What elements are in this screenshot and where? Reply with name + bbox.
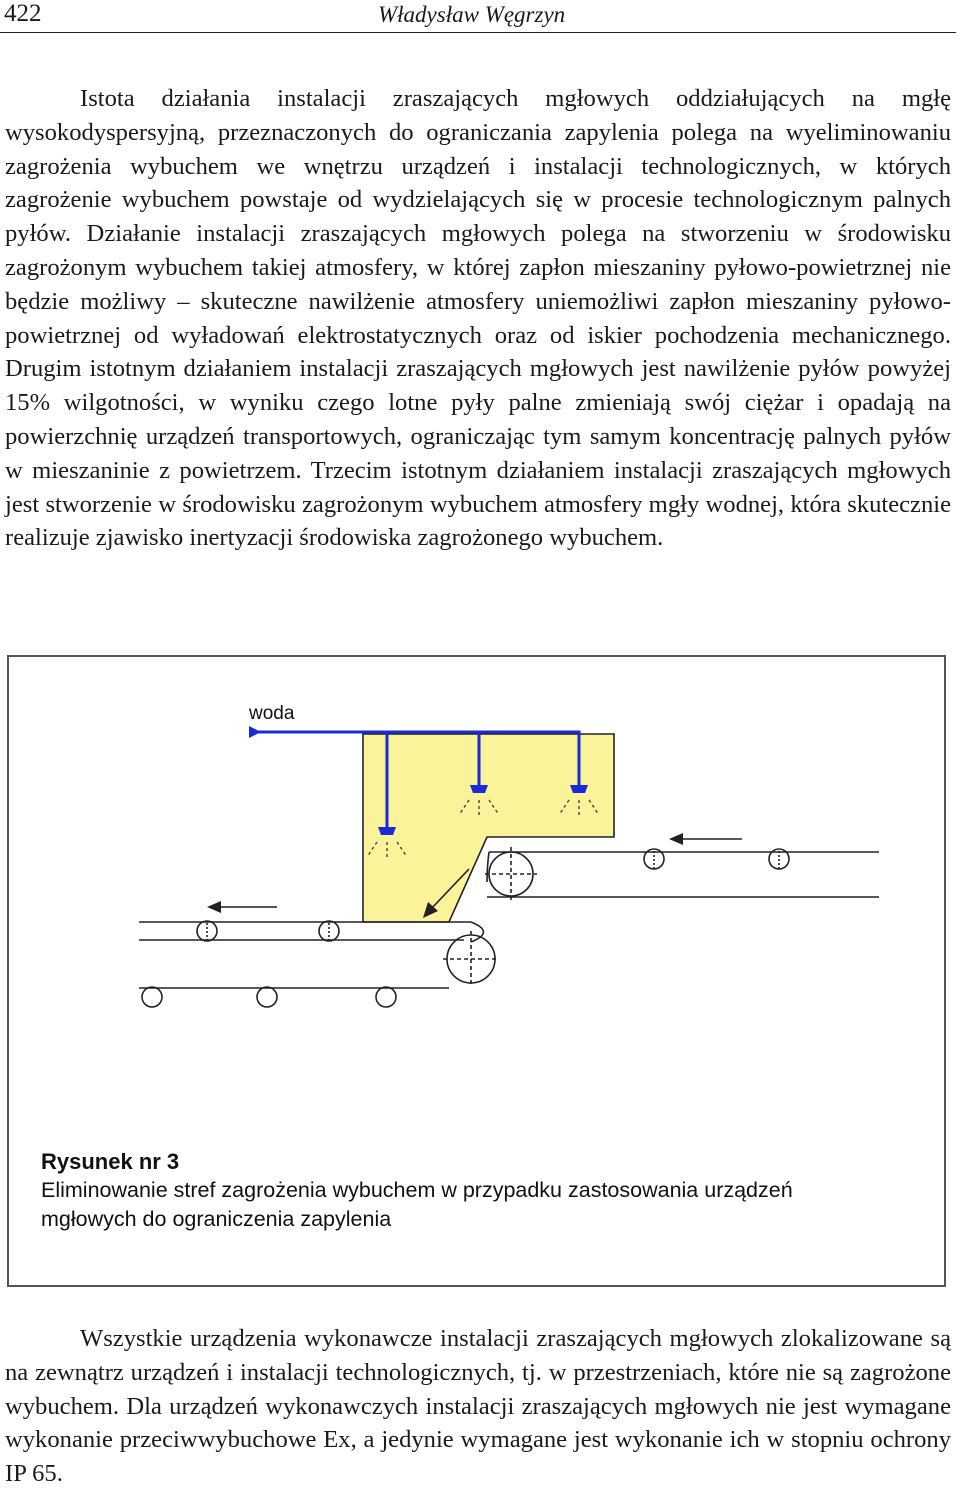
upper-arrow-head-icon	[669, 833, 683, 845]
body-paragraph-1: Istota działania instalacji zraszających mgłowych oddziałujących na mgłę wysokodyspersyjną, przeznaczonych do ograniczania zapylenia polega na wyeliminowaniu zagrożenia wybuchem we wnętrzu urządzeń i instalacji technologicznych, w których zagrożenie wybuchem powstaje od wydzielających się w procesie technologicznym palnych pyłów. Działanie instalacji zraszających mgłowych polega na stworzeniu w środowisku zagrożonym wybuchem takiej atmosfery, w której zapłon mieszaniny pyłowo-powietrznej nie będzie możliwy – skuteczne nawilżenie atmosfery uniemożliwi zapłon mieszaniny pyłowopowietrznej od wyładowań elektrostatycznych oraz od iskier pochodzenia mechanicznego. Drugim istotnym działaniem instalacji zraszających mgłowych jest nawilżenie pyłów powyżej 15% wilgotności, w wyniku czego lotne pyły palne zmieniają swój ciężar i opadają na powierzchnię urządzeń transportowych, ograniczając tym samym koncentrację palnych pyłów w mieszaninie z powietrzem. Trzecim istotnym działaniem instalacji zraszających mgłowych jest stworzenie w środowisku zagrożonym wybuchem atmosfery mgły wodnej, która skutecznie realizuje zjawisko inertyzacji środowiska zagrożonego wybuchem.	[5, 85, 951, 552]
figure-caption-line-2: mgłowych do ograniczenia zapylenia	[41, 1207, 392, 1231]
figure-caption-title: Rysunek nr 3	[41, 1149, 180, 1174]
lower-belt-conveyor	[139, 921, 499, 1007]
page-header	[0, 0, 956, 33]
protected-chamber	[363, 734, 614, 922]
body-paragraph-2: Wszystkie urządzenia wykonawcze instalacji zraszających mgłowych zlokalizowane są na zewnątrz urządzeń i instalacji technologicznych, tj. w przestrzeniach, które nie są zagrożone wybuchem. Dla urządzeń wykonawczych instalacji zraszających mgłowych nie jest wymagane wykonanie przeciwwybuchowe Ex, a jedynie wymagane jest wykonanie ich w stopniu ochrony IP 65.	[5, 1325, 951, 1488]
figure-caption	[41, 1147, 793, 1234]
figure-dust-suppression-diagram	[7, 655, 946, 1287]
upper-belt-conveyor	[485, 847, 879, 901]
running-head-author: Władysław Węgrzyn	[378, 2, 566, 27]
figure-caption-line-1: Eliminowanie stref zagrożenia wybuchem w przypadku zastosowania urządzeń	[41, 1178, 793, 1202]
lower-arrow-head-icon	[207, 901, 221, 913]
page-number: 422	[4, 0, 42, 27]
water-label: woda	[249, 703, 295, 724]
water-flow-arrow-icon	[249, 726, 261, 738]
